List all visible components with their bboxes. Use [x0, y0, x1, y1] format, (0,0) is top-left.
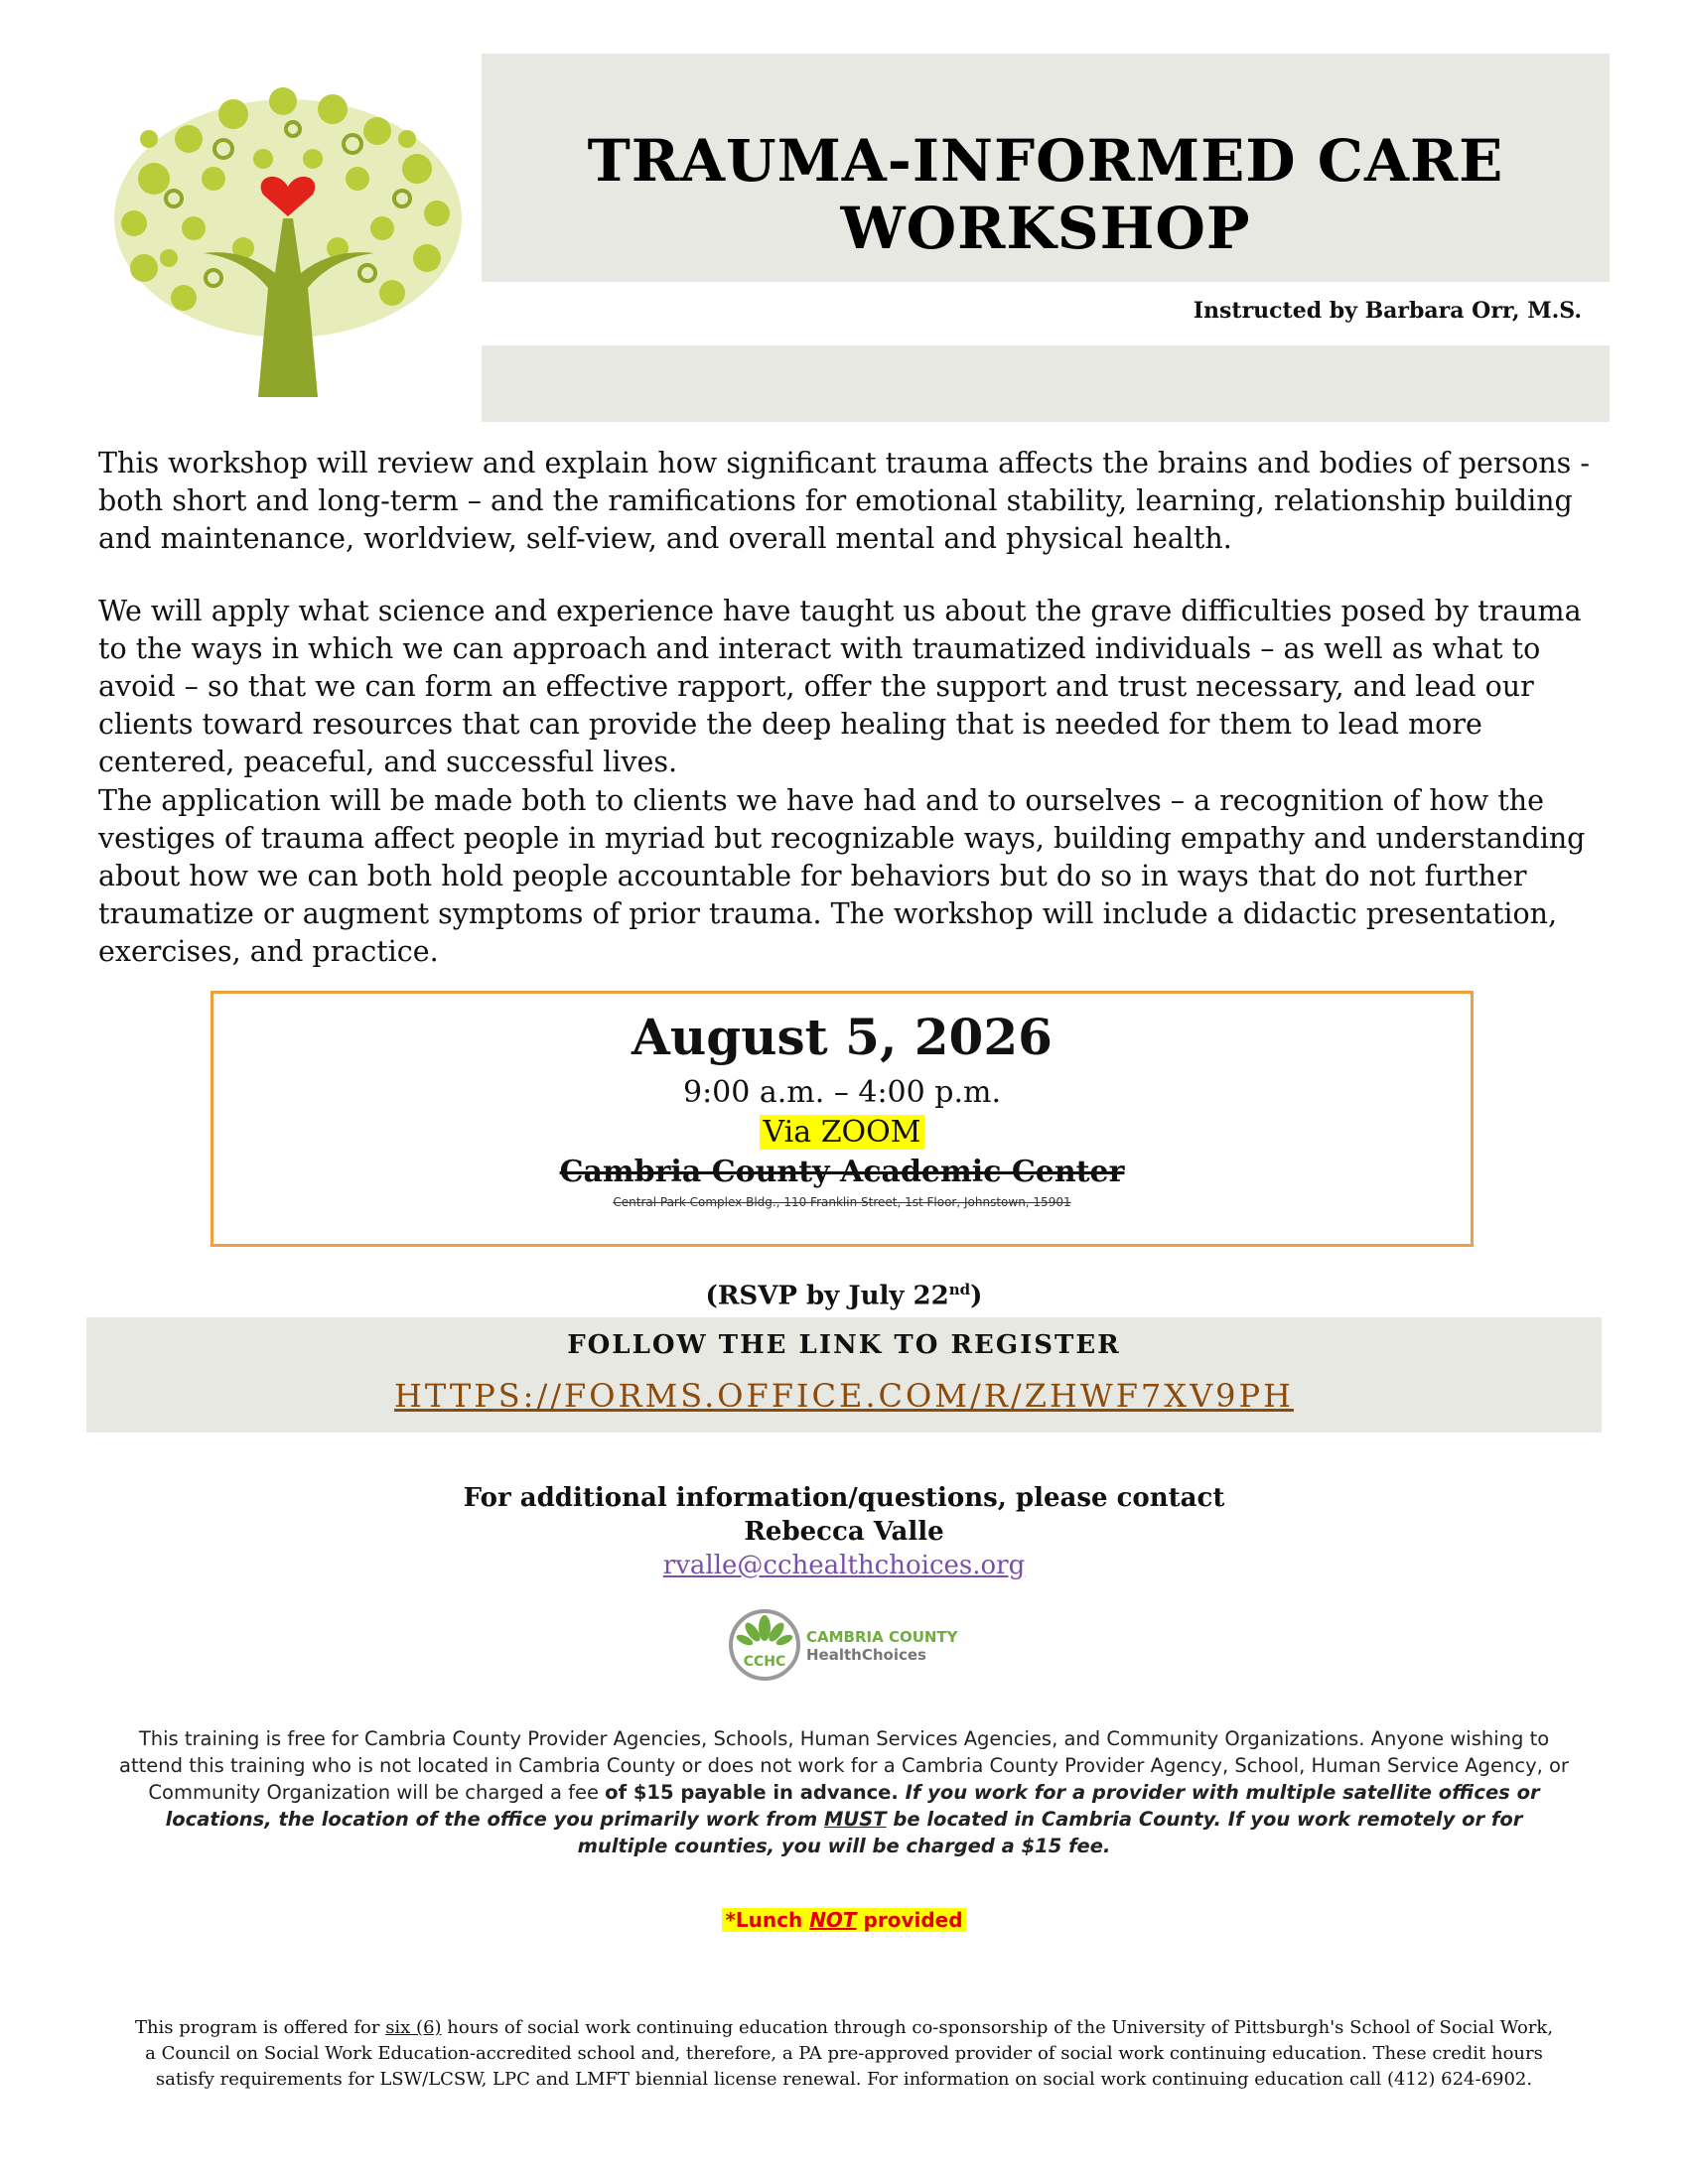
register-link[interactable]: HTTPS://FORMS.OFFICE.COM/R/ZHWF7XV9PH — [394, 1377, 1294, 1415]
contact-email-link[interactable]: rvalle@cchealthchoices.org — [662, 1551, 1026, 1580]
register-heading: FOLLOW THE LINK TO REGISTER — [567, 1330, 1121, 1360]
svg-text:CCHC: CCHC — [743, 1654, 786, 1670]
tree-logo-icon — [94, 69, 482, 397]
event-mode: Via ZOOM — [760, 1115, 925, 1150]
fee-must: MUST — [824, 1808, 887, 1831]
lunch-prefix: *Lunch — [725, 1908, 810, 1932]
cchc-logo-icon — [725, 1600, 963, 1686]
lunch-note — [722, 1908, 965, 1932]
fee-remote-note: be located in Cambria County. If you work remotely or for multiple counties, you will be charged a $15 fee. — [577, 1808, 1523, 1857]
subtitle-band — [482, 345, 1610, 422]
title-line-2: WORKSHOP — [840, 195, 1251, 262]
rsvp-text: (RSVP by July 22 — [705, 1281, 949, 1311]
contact-email-row — [0, 1549, 1688, 1582]
svg-text:CAMBRIA COUNTY: CAMBRIA COUNTY — [806, 1628, 958, 1646]
rsvp-ordinal: nd — [948, 1281, 971, 1298]
event-time: 9:00 a.m. – 4:00 p.m. — [682, 1075, 1001, 1110]
lunch-note-row — [0, 1906, 1688, 1934]
intro-paragraph-3: The application will be made both to clients we have had and to ourselves – a recognition of how the vestiges of trauma affect people in myriad but recognizable ways, building empathy and understanding about how we can both hold people accountable for behaviors but do so in ways that do not further traumatize or augment symptoms of prior trauma. The workshop will include a didactic presentation, exercises, and practice. — [98, 784, 1586, 968]
event-address: Central Park Complex Bldg., 110 Franklin Street, 1st Floor, Johnstown, 15901 — [613, 1195, 1071, 1209]
svg-text:HealthChoices: HealthChoices — [806, 1646, 926, 1664]
footer-text-start: This program is offered for — [134, 2017, 386, 2038]
fee-text: This training is free for Cambria County Provider Agencies, Schools, Human Services Agencies, and Community Organizations. Anyone wishing to attend this training who is not located in Cambria County or does not work for a Cambria County Provider Agency, School, Human Service Agency, or Community Organization will be charged a fee — [119, 1727, 1569, 1804]
intro-paragraph-1: This workshop will review and explain how significant trauma affects the brains and bodies of persons - both short and long-term – and the ramifications for emotional stability, learning, relationship building and maintenance, worldview, self-view, and overall mental and physical health. — [98, 447, 1590, 555]
fee-amount: of $15 payable in advance. — [605, 1781, 899, 1804]
fee-notice — [119, 1725, 1569, 1859]
instructor-line: Instructed by Barbara Orr, M.S. — [1193, 298, 1582, 324]
register-link-row — [86, 1376, 1602, 1416]
contact-intro: For additional information/questions, please contact — [463, 1483, 1225, 1513]
page-title — [482, 127, 1610, 262]
rsvp-deadline — [0, 1273, 1688, 1313]
footer-hours: six (6) — [385, 2017, 442, 2038]
lunch-suffix: provided — [856, 1908, 963, 1932]
ce-credit-footer — [134, 2015, 1554, 2093]
fee-satellite-note: If you work for a provider with multiple satellite offices or locations, the location of the office you primarily work from — [165, 1781, 1540, 1831]
title-line-1: TRAUMA-INFORMED CARE — [587, 127, 1504, 195]
contact-name: Rebecca Valle — [744, 1517, 944, 1547]
event-venue: Cambria County Academic Center — [559, 1155, 1125, 1189]
event-date: August 5, 2026 — [632, 1008, 1053, 1066]
footer-text-end: hours of social work continuing education through co-sponsorship of the University of Pittsburgh's School of Social Work, a Council on Social Work Education-accredited school and, therefore, a PA pre-approved provider of social work continuing education. These credit hours satisfy requirements for LSW/LCSW, LPC and LMFT biennial license renewal. For information on social work continuing education call (412) 624-6902. — [145, 2017, 1554, 2090]
lunch-not: NOT — [809, 1908, 857, 1932]
event-mode-row — [211, 1114, 1474, 1152]
intro-paragraph-2: We will apply what science and experience have taught us about the grave difficulties posed by trauma to the ways in which we can approach and interact with traumatized individuals – as well as what to avoid – so that we can form an effective rapport, offer the support and trust necessary, and lead our clients toward resources that can provide the deep healing that is needed for them to lead more centered, peaceful, and successful lives. — [98, 595, 1582, 778]
rsvp-close: ) — [970, 1281, 983, 1311]
